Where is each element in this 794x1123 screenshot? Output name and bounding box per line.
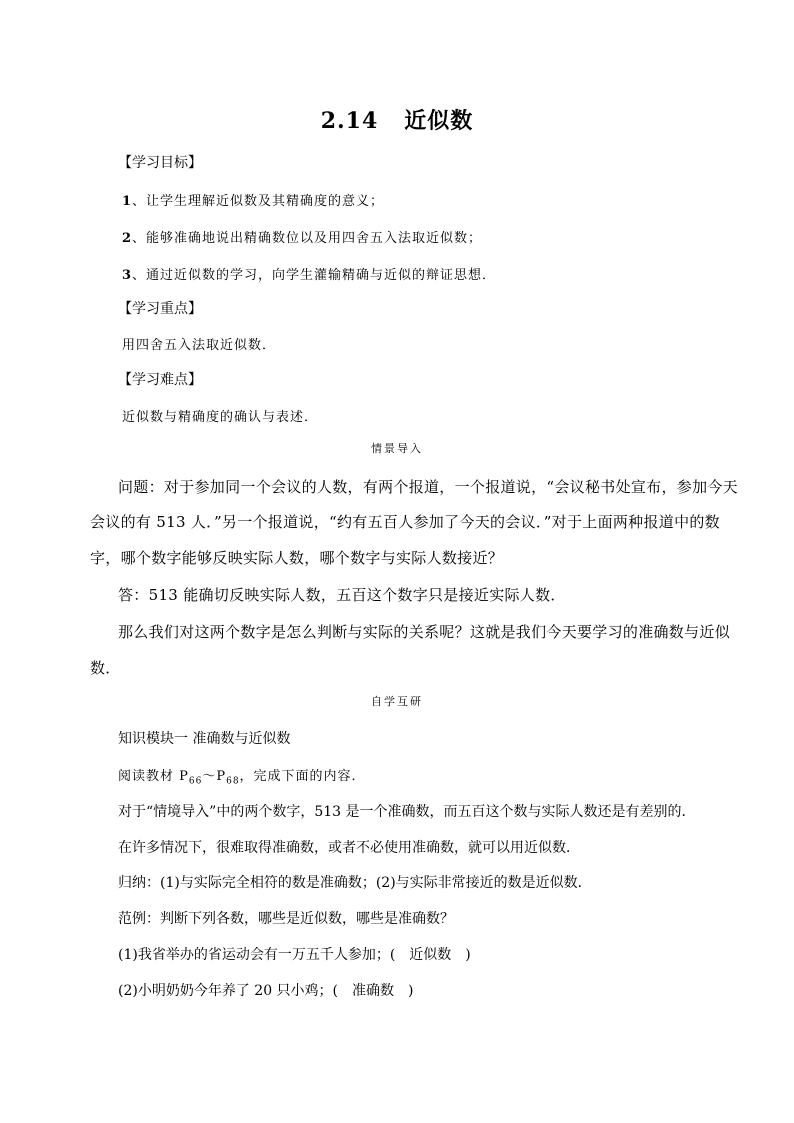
intro-question-line: 字，哪个数字能够反映实际人数，哪个数字与实际人数接近？ <box>90 549 504 567</box>
goal-item: 1、让学生理解近似数及其精确度的意义； <box>122 194 385 209</box>
difficulty-heading: 【学习难点】 <box>118 372 202 388</box>
intro-transition-line: 数． <box>90 659 121 677</box>
section-number: 2.14 <box>320 108 379 134</box>
intro-question-line: 问题：对于参加同一个会议的人数，有两个报道，一个报道说，“会议秘书处宣布，参加今天 <box>118 478 738 496</box>
example-item: (2)小明奶奶今年养了 20 只小鸡；( 准确数 ) <box>118 983 414 999</box>
section-title: 近似数 <box>404 108 474 134</box>
content-line: 在许多情况下，很难取得准确数，或者不必使用准确数，就可以用近似数． <box>118 840 580 856</box>
content-line: 对于“情境导入”中的两个数字，513 是一个准确数，而五百这个数与实际人数还是有差别的． <box>118 804 696 820</box>
key-point-heading: 【学习重点】 <box>118 301 202 317</box>
self-study-heading: 自学互研 <box>371 695 423 708</box>
goal-item: 3、通过近似数的学习，向学生灌输精确与近似的辩证思想． <box>122 268 497 283</box>
key-point-text: 用四舍五入法取近似数． <box>122 338 277 353</box>
summary-line: 归纳：(1)与实际完全相符的数是准确数；(2)与实际非常接近的数是近似数． <box>118 875 592 891</box>
example-item: (1)我省举办的省运动会有一万五千人参加；( 近似数 ) <box>118 947 471 963</box>
intro-heading: 情景导入 <box>371 442 423 455</box>
module-title: 知识模块一 准确数与近似数 <box>118 731 291 747</box>
goal-item: 2、能够准确地说出精确数位以及用四舍五入法取近似数； <box>122 231 483 246</box>
goals-heading: 【学习目标】 <box>118 155 202 171</box>
intro-question-line: 会议的有 513 人．”另一个报道说，“约有五百人参加了今天的会议．”对于上面两种报道中的数 <box>90 513 720 531</box>
difficulty-text: 近似数与精确度的确认与表述． <box>122 410 319 425</box>
intro-answer: 答：513 能确切反映实际人数，五百这个数字只是接近实际人数． <box>118 586 566 604</box>
page-title <box>0 104 794 135</box>
reading-instruction: 阅读教材 $P_{66}\sim P_{68}$，完成下面的内容． <box>118 769 366 787</box>
intro-transition-line: 那么我们对这两个数字是怎么判断与实际的关系呢？这就是我们今天要学习的准确数与近似 <box>118 623 731 641</box>
example-prompt: 范例：判断下列各数，哪些是近似数，哪些是准确数？ <box>118 911 454 927</box>
